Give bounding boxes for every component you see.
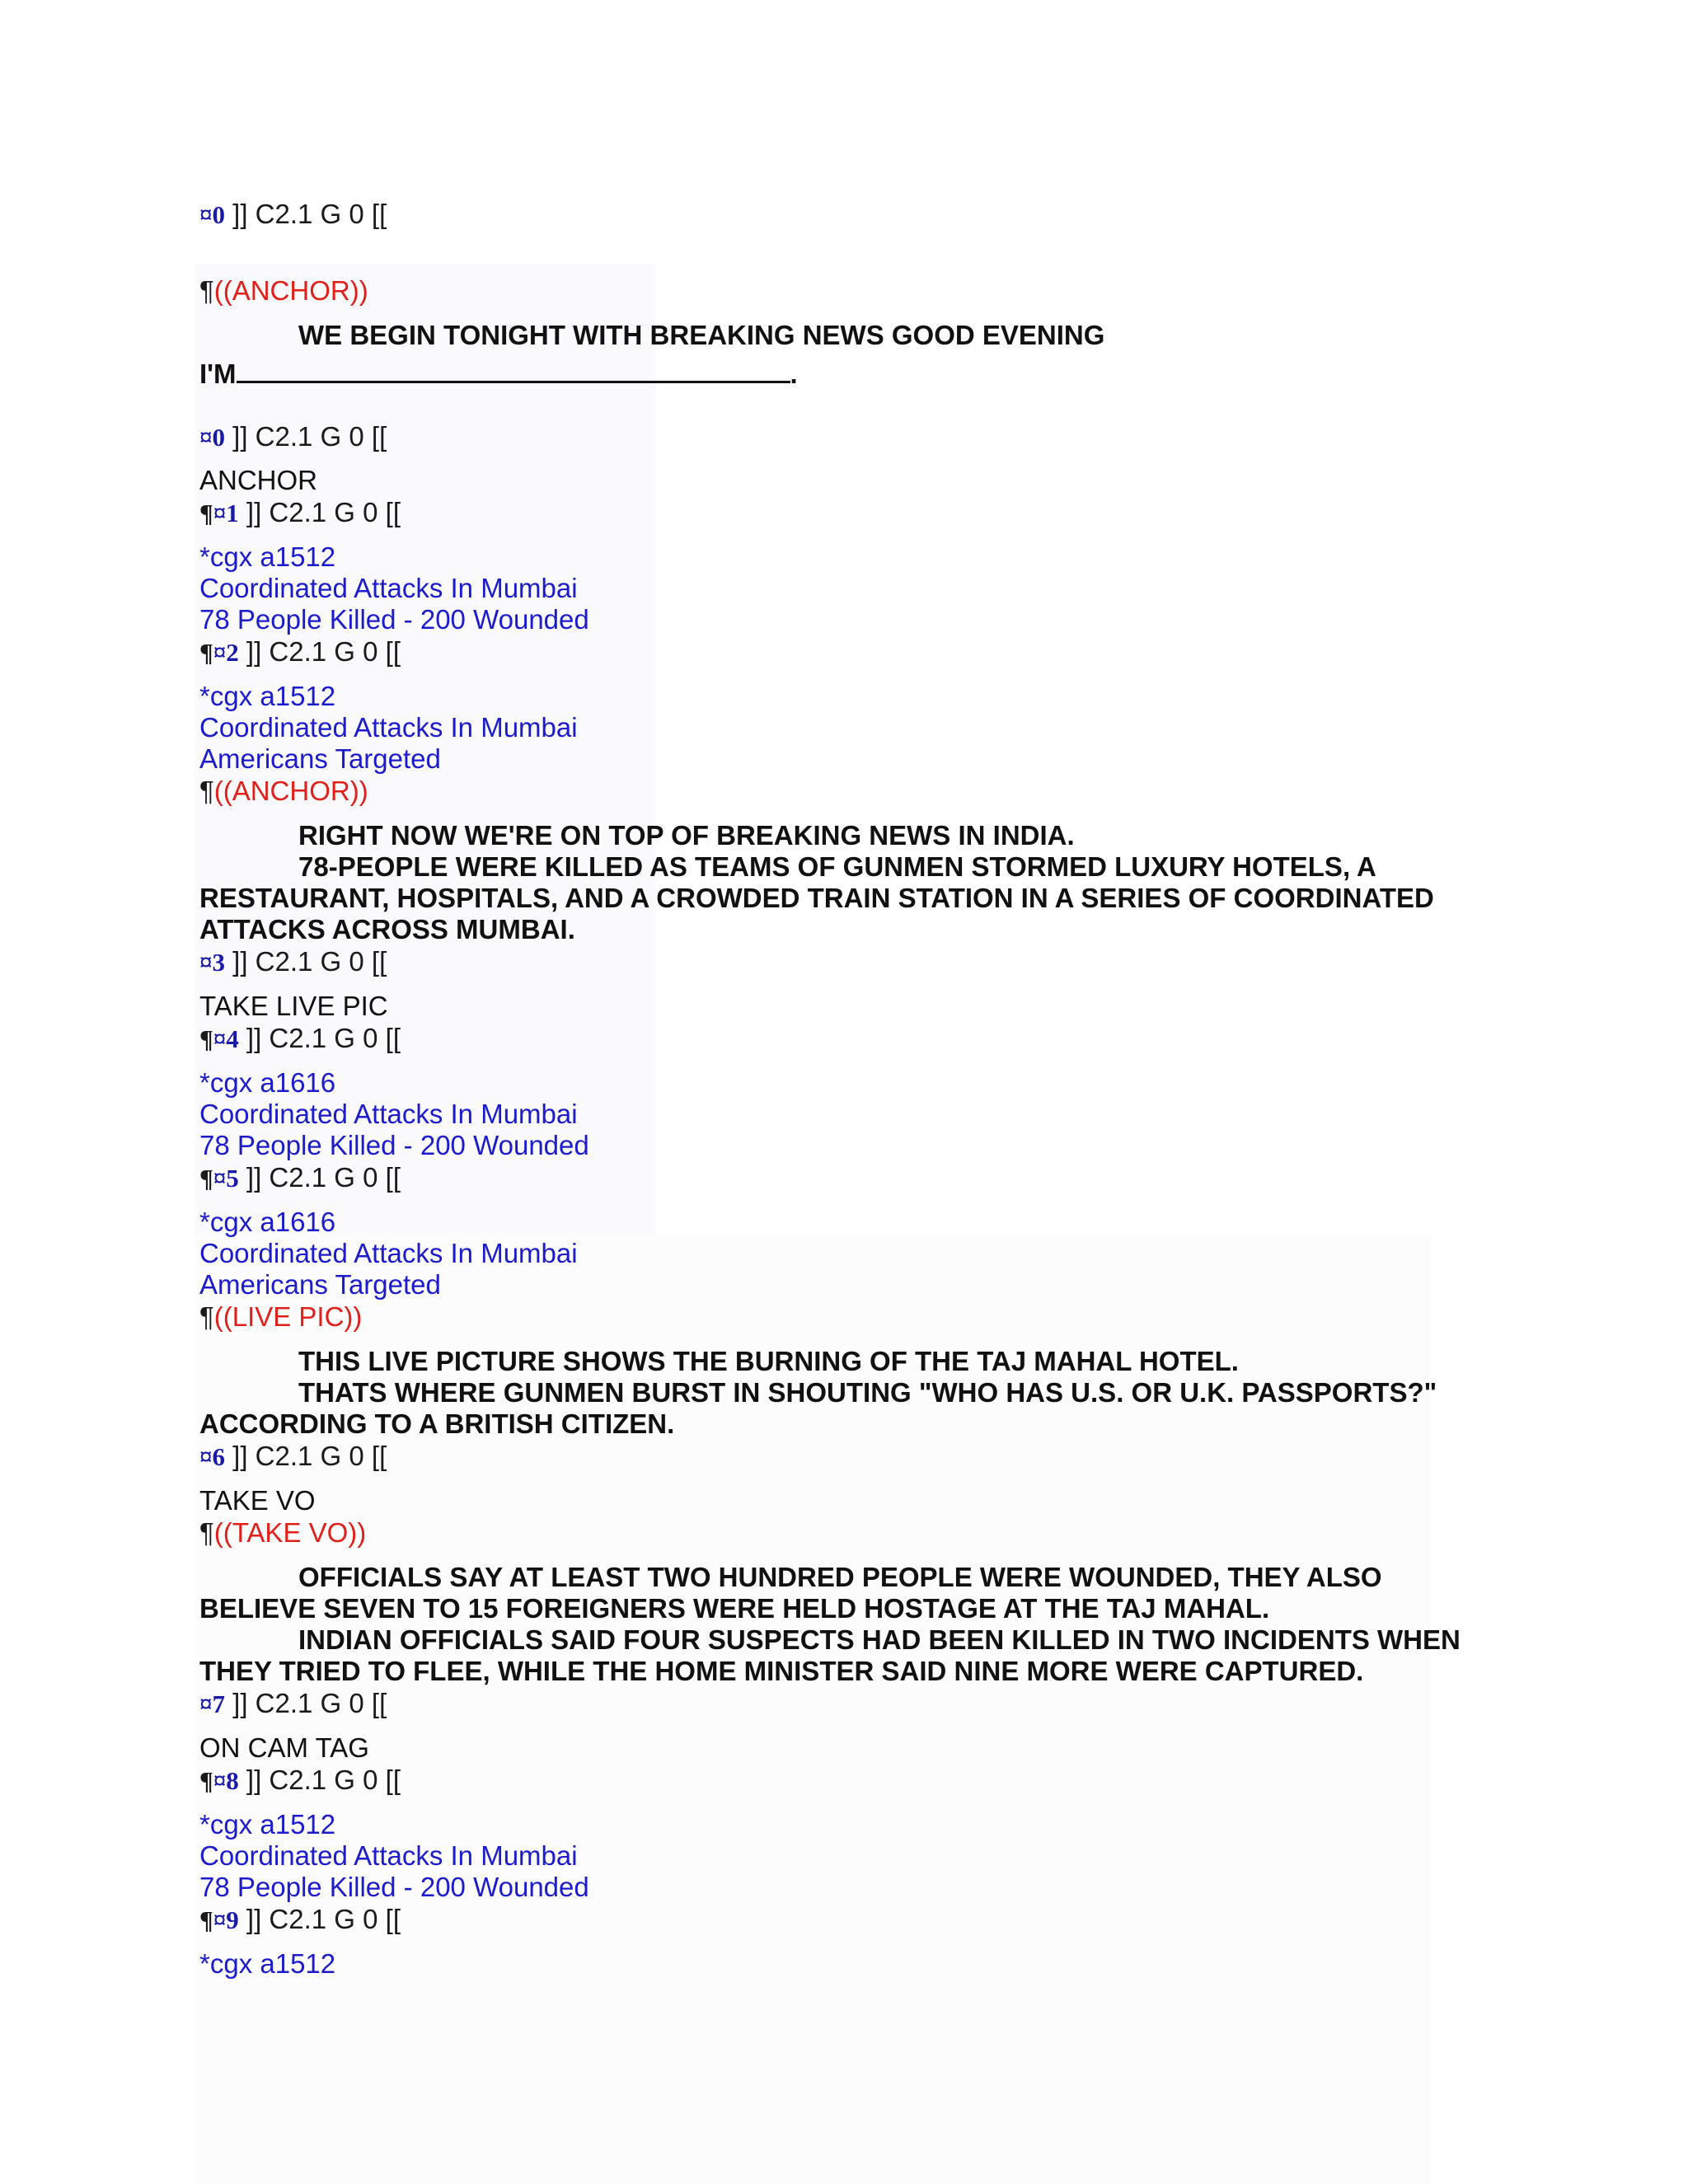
cue-anchor-2 [199, 775, 368, 808]
script-line: ACCORDING TO A BRITISH CITIZEN. [199, 1408, 675, 1439]
graphic-line: Americans Targeted [199, 1269, 441, 1300]
currency-mark: ¤ [213, 1024, 227, 1053]
graphic-code: *cgx a1512 [199, 681, 336, 711]
currency-mark: ¤ [199, 200, 213, 229]
graphic-line: Coordinated Attacks In Mumbai [199, 1840, 578, 1871]
currency-mark: ¤ [213, 1164, 227, 1193]
code-number: 0 [212, 200, 225, 229]
script-text: I'M [199, 359, 237, 389]
pilcrow-mark: ¶ [199, 275, 214, 306]
control-code-1 [199, 496, 401, 530]
code-text: ]] C2.1 G 0 [[ [238, 1765, 401, 1795]
script-line: OFFICIALS SAY AT LEAST TWO HUNDRED PEOPLE WERE WOUNDED, THEY ALSO [298, 1562, 1382, 1592]
command-on-cam-tag: ON CAM TAG [199, 1732, 369, 1763]
cue-text: ((LIVE PIC)) [213, 1301, 363, 1332]
code-text: ]] C2.1 G 0 [[ [225, 1441, 387, 1471]
command-anchor: ANCHOR [199, 465, 318, 495]
graphic-line: 78 People Killed - 200 Wounded [199, 604, 589, 635]
code-number: 3 [212, 948, 225, 977]
code-text: ]] C2.1 G 0 [[ [225, 946, 387, 977]
currency-mark: ¤ [199, 948, 213, 977]
currency-mark: ¤ [199, 1690, 213, 1718]
cue-text: ((TAKE VO)) [213, 1517, 367, 1548]
graphic-line: Coordinated Attacks In Mumbai [199, 1099, 578, 1129]
script-line: RIGHT NOW WE'RE ON TOP OF BREAKING NEWS IN INDIA. [298, 820, 1075, 851]
currency-mark: ¤ [213, 499, 227, 527]
control-code-3 [199, 945, 387, 979]
command-take-live-pic: TAKE LIVE PIC [199, 991, 388, 1021]
script-line: BELIEVE SEVEN TO 15 FOREIGNERS WERE HELD HOSTAGE AT THE TAJ MAHAL. [199, 1593, 1270, 1624]
currency-mark: ¤ [199, 423, 213, 452]
pilcrow-mark: ¶ [199, 1024, 213, 1053]
control-code-4 [199, 1022, 401, 1056]
code-text: ]] C2.1 G 0 [[ [238, 1904, 401, 1934]
pilcrow-mark: ¶ [199, 1164, 213, 1193]
graphic-code: *cgx a1616 [199, 1207, 336, 1237]
graphic-line: Coordinated Attacks In Mumbai [199, 1238, 578, 1268]
control-code-9 [199, 1903, 401, 1937]
code-text: ]] C2.1 G 0 [[ [225, 1688, 387, 1718]
script-line: THIS LIVE PICTURE SHOWS THE BURNING OF THE TAJ MAHAL HOTEL. [298, 1346, 1239, 1376]
script-line: THEY TRIED TO FLEE, WHILE THE HOME MINISTER SAID NINE MORE WERE CAPTURED. [199, 1656, 1364, 1686]
pilcrow-mark: ¶ [199, 638, 213, 667]
currency-mark: ¤ [213, 1766, 227, 1795]
cue-text: ((ANCHOR)) [213, 776, 368, 806]
control-code-6 [199, 1440, 387, 1474]
code-number: 9 [226, 1905, 239, 1934]
pilcrow-mark: ¶ [199, 1301, 214, 1332]
currency-mark: ¤ [213, 1905, 227, 1934]
code-text: ]] C2.1 G 0 [[ [225, 421, 387, 452]
pilcrow-mark: ¶ [199, 1517, 214, 1548]
graphic-code: *cgx a1512 [199, 1809, 336, 1840]
graphic-code: *cgx a1512 [199, 1948, 336, 1979]
control-code-0b [199, 420, 387, 454]
script-text: . [790, 359, 798, 389]
pilcrow-mark: ¶ [199, 1766, 213, 1795]
cue-live-pic [199, 1301, 362, 1333]
cue-anchor-1 [199, 274, 368, 307]
graphic-line: 78 People Killed - 200 Wounded [199, 1872, 589, 1902]
currency-mark: ¤ [213, 638, 227, 667]
code-text: ]] C2.1 G 0 [[ [238, 1162, 401, 1193]
pilcrow-mark: ¶ [199, 776, 214, 806]
control-code-2 [199, 635, 401, 669]
code-number: 0 [212, 423, 225, 452]
control-code-5 [199, 1161, 401, 1195]
script-line: 78-PEOPLE WERE KILLED AS TEAMS OF GUNMEN STORMED LUXURY HOTELS, A [298, 851, 1376, 882]
script-line: WE BEGIN TONIGHT WITH BREAKING NEWS GOOD EVENING [298, 320, 1105, 350]
pilcrow-mark: ¶ [199, 499, 213, 527]
cue-take-vo [199, 1516, 366, 1549]
code-number: 2 [226, 638, 239, 667]
graphic-line: Coordinated Attacks In Mumbai [199, 712, 578, 743]
code-text: ]] C2.1 G 0 [[ [238, 636, 401, 667]
command-take-vo: TAKE VO [199, 1485, 316, 1516]
graphic-line: Coordinated Attacks In Mumbai [199, 573, 578, 603]
control-code-7 [199, 1687, 387, 1721]
control-code-0a [199, 198, 387, 232]
code-text: ]] C2.1 G 0 [[ [225, 199, 387, 229]
script-line: RESTAURANT, HOSPITALS, AND A CROWDED TRAIN STATION IN A SERIES OF COORDINATED [199, 883, 1434, 913]
control-code-8 [199, 1764, 401, 1797]
graphic-line: 78 People Killed - 200 Wounded [199, 1130, 589, 1160]
cue-text: ((ANCHOR)) [213, 275, 368, 306]
graphic-line: Americans Targeted [199, 743, 441, 774]
currency-mark: ¤ [199, 1442, 213, 1471]
code-number: 8 [226, 1766, 239, 1795]
script-line: THATS WHERE GUNMEN BURST IN SHOUTING "WHO HAS U.S. OR U.K. PASSPORTS?" [298, 1377, 1437, 1408]
code-number: 6 [212, 1442, 225, 1471]
code-text: ]] C2.1 G 0 [[ [238, 497, 401, 527]
graphic-code: *cgx a1512 [199, 541, 336, 572]
blank-underline [237, 356, 790, 383]
code-number: 7 [212, 1690, 225, 1718]
code-number: 1 [226, 499, 239, 527]
graphic-code: *cgx a1616 [199, 1067, 336, 1098]
code-number: 5 [226, 1164, 239, 1193]
pilcrow-mark: ¶ [199, 1905, 213, 1934]
script-line-name-blank [199, 356, 798, 391]
code-number: 4 [226, 1024, 239, 1053]
code-text: ]] C2.1 G 0 [[ [238, 1023, 401, 1053]
script-line: INDIAN OFFICIALS SAID FOUR SUSPECTS HAD BEEN KILLED IN TWO INCIDENTS WHEN [298, 1624, 1461, 1655]
script-line: ATTACKS ACROSS MUMBAI. [199, 914, 575, 944]
